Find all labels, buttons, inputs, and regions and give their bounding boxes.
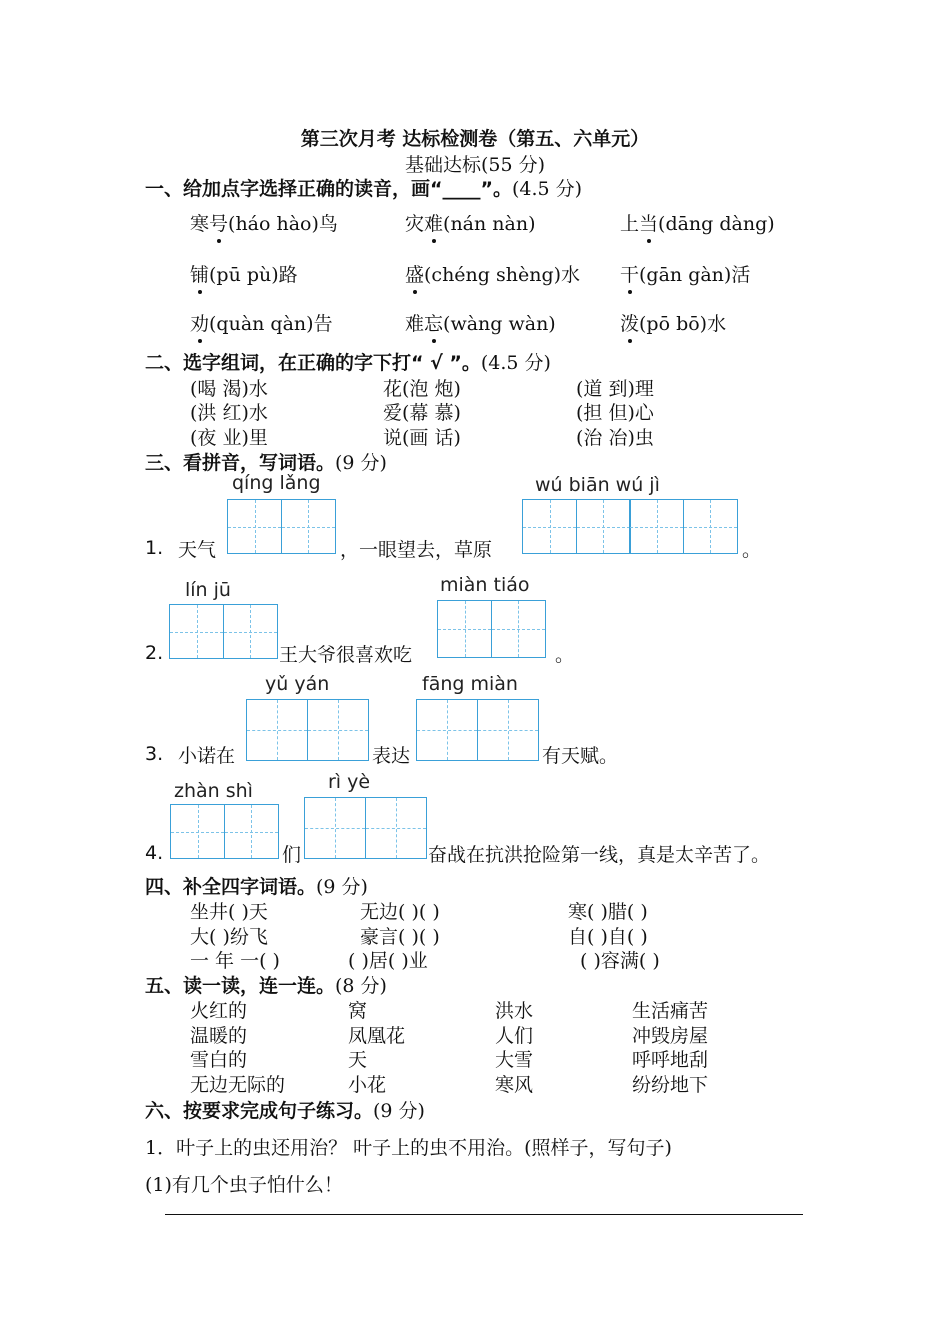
s1-item[interactable]: 泼(pō bō)水 <box>620 309 726 336</box>
s1-item[interactable]: 寒号(háo hào)鸟 <box>190 209 338 236</box>
s5-item[interactable]: 窝 <box>348 1000 368 1022</box>
writing-grid[interactable] <box>227 499 334 554</box>
s5-item[interactable]: 寒风 <box>495 1074 534 1096</box>
sentence-text: 们 <box>282 844 302 866</box>
s2-item: (道 到)理 <box>576 378 654 400</box>
answer-line[interactable] <box>165 1214 803 1215</box>
s5-item[interactable]: 无边无际的 <box>190 1074 286 1096</box>
sentence-text: 有天赋。 <box>542 745 619 767</box>
s4-item: 无边( )( ) <box>360 901 440 923</box>
section-4-heading: 四、补全四字词语。(9 分) <box>145 876 368 898</box>
s4-item: 豪言( )( ) <box>360 926 440 948</box>
sentence-text: 奋战在抗洪抢险第一线，真是太辛苦了。 <box>428 844 771 866</box>
s5-item[interactable]: 雪白的 <box>190 1049 248 1071</box>
s5-item[interactable]: 人们 <box>495 1025 534 1047</box>
pinyin-label: wú biān wú jì <box>535 474 660 496</box>
pinyin-label: yǔ yán <box>265 673 330 695</box>
s2-item: (担 但)心 <box>576 402 654 424</box>
s2-item: 说(画 话) <box>383 427 461 449</box>
s1-item[interactable]: 难忘(wàng wàn) <box>405 309 556 336</box>
writing-grid[interactable] <box>169 604 276 659</box>
pinyin-label: fāng miàn <box>422 673 518 695</box>
s5-item[interactable]: 温暖的 <box>190 1025 248 1047</box>
pinyin-label: zhàn shì <box>174 780 253 802</box>
sentence-text: ，一眼望去，草原 <box>340 539 493 561</box>
writing-grid[interactable] <box>416 699 537 761</box>
s5-item[interactable]: 纷纷地下 <box>632 1074 709 1096</box>
s1-item[interactable]: 干(gān gàn)活 <box>620 260 750 287</box>
s1-item[interactable]: 灾难(nán nàn) <box>405 209 536 236</box>
s5-item[interactable]: 火红的 <box>190 1000 248 1022</box>
s2-item: (洪 红)水 <box>190 402 268 424</box>
section-3-heading: 三、看拼音，写词语。(9 分) <box>145 452 387 474</box>
s5-item[interactable]: 小花 <box>348 1074 387 1096</box>
pinyin-label: lín jū <box>185 579 231 601</box>
page-subtitle: 基础达标(55 分) <box>404 154 546 176</box>
pinyin-label: miàn tiáo <box>440 574 530 596</box>
pinyin-label: rì yè <box>328 771 371 793</box>
s1-item[interactable]: 盛(chéng shèng)水 <box>405 260 580 287</box>
writing-grid[interactable] <box>246 699 367 761</box>
s4-item: 自( )自( ) <box>568 926 648 948</box>
question-number: 2. <box>145 642 164 664</box>
sentence-text: 王大爷很喜欢吃 <box>279 644 413 666</box>
sentence-text: 表达 <box>372 745 411 767</box>
page-title: 第三次月考 达标检测卷（第五、六单元） <box>300 128 650 150</box>
s2-item: 花(泡 炮) <box>383 378 461 400</box>
s6-question-1-1: (1)有几个虫子怕什么！ <box>145 1174 343 1196</box>
s2-item: (治 冶)虫 <box>576 427 654 449</box>
s5-item[interactable]: 生活痛苦 <box>632 1000 709 1022</box>
section-5-heading: 五、读一读，连一连。(8 分) <box>145 975 387 997</box>
s5-item[interactable]: 天 <box>348 1049 368 1071</box>
s1-item[interactable]: 劝(quàn qàn)告 <box>190 309 333 336</box>
sentence-text: 天气 <box>178 539 217 561</box>
s5-item[interactable]: 大雪 <box>495 1049 534 1071</box>
s1-item[interactable]: 上当(dāng dàng) <box>620 209 775 236</box>
s4-item: ( )容满( ) <box>580 950 660 972</box>
s5-item[interactable]: 冲毁房屋 <box>632 1025 709 1047</box>
sentence-text: 。 <box>742 539 762 561</box>
section-2-heading: 二、选字组词，在正确的字下打“ √ ”。(4.5 分) <box>145 352 551 374</box>
section-6-heading: 六、按要求完成句子练习。(9 分) <box>145 1100 425 1122</box>
s2-item: (夜 业)里 <box>190 427 268 449</box>
s5-item[interactable]: 呼呼地刮 <box>632 1049 709 1071</box>
s4-item: 寒( )腊( ) <box>568 901 648 923</box>
s1-item[interactable]: 铺(pū pù)路 <box>190 260 298 287</box>
s4-item: 大( )纷飞 <box>190 926 268 948</box>
sentence-text: 。 <box>555 644 575 666</box>
s5-item[interactable]: 洪水 <box>495 1000 534 1022</box>
writing-grid[interactable] <box>304 797 425 859</box>
question-number: 1. <box>145 537 164 559</box>
s4-item: ( )居( )业 <box>348 950 428 972</box>
section-1-heading: 一、给加点字选择正确的读音，画“____”。(4.5 分) <box>145 178 583 200</box>
s4-item: 一 年 一( ) <box>190 950 280 972</box>
pinyin-label: qíng lǎng <box>232 472 321 494</box>
writing-grid[interactable] <box>170 804 277 859</box>
question-number: 4. <box>145 842 164 864</box>
s2-item: 爱(幕 慕) <box>383 402 461 424</box>
writing-grid[interactable] <box>437 600 544 658</box>
question-number: 3. <box>145 743 164 765</box>
s2-item: (喝 渴)水 <box>190 378 268 400</box>
sentence-text: 小诺在 <box>178 745 236 767</box>
s6-question-1: 1．叶子上的虫还用治？ 叶子上的虫不用治。(照样子，写句子) <box>145 1137 672 1159</box>
writing-grid[interactable] <box>522 499 736 554</box>
s5-item[interactable]: 凤凰花 <box>348 1025 406 1047</box>
s4-item: 坐井( )天 <box>190 901 268 923</box>
